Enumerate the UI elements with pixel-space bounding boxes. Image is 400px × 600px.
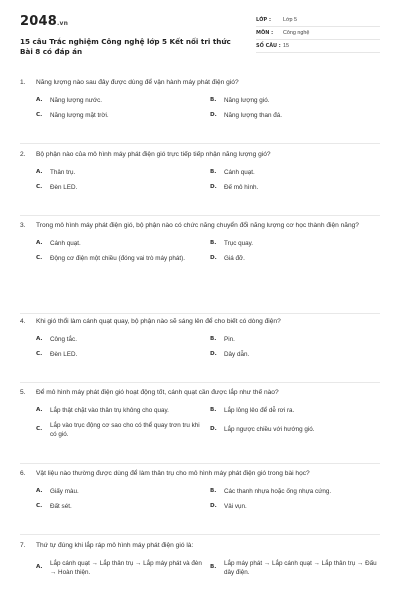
option-b[interactable] — [210, 165, 380, 180]
option-letter: A. — [36, 564, 43, 570]
option-letter: A. — [36, 96, 43, 103]
question-text: Bộ phận nào của mô hình máy phát điện gió trực tiếp tiếp nhận năng lượng gió? — [36, 151, 271, 158]
option-c[interactable] — [36, 347, 206, 362]
option-b[interactable] — [210, 484, 380, 499]
option-letter: B. — [210, 96, 217, 103]
option-text: Cánh quạt. — [50, 239, 81, 247]
option-letter: B. — [210, 168, 217, 175]
option-d[interactable] — [210, 108, 380, 123]
option-grid — [36, 165, 380, 195]
option-text: Lắp lỏng lẻo để dễ rơi ra. — [224, 406, 295, 414]
option-letter: A. — [36, 487, 43, 494]
option-text: Pin. — [224, 335, 235, 343]
option-c[interactable] — [36, 418, 206, 442]
question-number: 5. — [20, 389, 26, 396]
question-text: Trong mô hình máy phát điện gió, bộ phận nào có chức năng chuyển đổi năng lượng cơ học thành điện năng? — [36, 222, 359, 229]
question-header — [20, 150, 380, 161]
question-item — [20, 150, 380, 216]
option-text: Dây dẫn. — [224, 350, 250, 358]
option-b[interactable] — [210, 236, 380, 251]
option-grid — [36, 556, 380, 580]
meta-row-subject — [256, 27, 380, 40]
option-text: Giá đỡ. — [224, 254, 245, 262]
meta-row-grade — [256, 14, 380, 27]
option-text: Lắp máy phát → Lắp cánh quạt → Lắp thân trụ → Đấu dây điện. — [224, 559, 377, 576]
question-item — [20, 78, 380, 144]
option-text: Thân trụ. — [50, 168, 76, 176]
question-item — [20, 388, 380, 464]
option-grid — [36, 403, 380, 442]
option-text: Năng lượng than đá. — [224, 111, 283, 119]
question-header — [20, 388, 380, 399]
meta-key: MÔN : — [256, 30, 274, 36]
option-text: Đèn LED. — [50, 183, 78, 191]
question-header — [20, 78, 380, 89]
option-d[interactable] — [210, 418, 380, 442]
meta-value: Công nghệ — [283, 30, 310, 36]
question-header — [20, 469, 380, 480]
option-text: Vải vụn. — [224, 502, 247, 510]
question-number: 3. — [20, 222, 26, 229]
option-text: Lắp ngược chiều với hướng gió. — [224, 426, 315, 433]
option-text: Công tắc. — [50, 335, 77, 343]
document-title: 15 câu Trắc nghiệm Công nghệ lớp 5 Kết nối tri thức Bài 8 có đáp án — [20, 37, 231, 56]
option-letter: D. — [210, 183, 217, 190]
option-d[interactable] — [210, 180, 380, 195]
meta-key: SỐ CÂU : — [256, 43, 281, 49]
option-d[interactable] — [210, 251, 380, 266]
question-header — [20, 317, 380, 328]
question-text: Vật liệu nào thường được dùng để làm thân trụ cho mô hình máy phát điện gió trong bài học? — [36, 470, 310, 477]
meta-row-count — [256, 40, 380, 53]
option-a[interactable] — [36, 93, 206, 108]
question-item — [20, 541, 380, 600]
option-grid — [36, 236, 380, 266]
option-text: Lắp cánh quạt → Lắp thân trụ → Lắp máy phát và đèn → Hoàn thiện. — [50, 559, 202, 576]
option-letter: C. — [36, 183, 43, 190]
option-d[interactable] — [210, 347, 380, 362]
option-text: Các thanh nhựa hoặc ống nhựa cứng. — [224, 487, 332, 495]
option-letter: A. — [36, 406, 43, 413]
option-text: Đất sét. — [50, 502, 72, 510]
question-header — [20, 541, 380, 552]
option-a[interactable] — [36, 403, 206, 418]
question-text: Năng lượng nào sau đây được dùng để vận hành máy phát điện gió? — [36, 79, 239, 86]
option-b[interactable] — [210, 403, 380, 418]
option-text: Năng lượng nước. — [50, 96, 103, 104]
logo-suffix: .vn — [56, 20, 69, 27]
option-text: Đế mô hình. — [224, 183, 259, 191]
option-letter: B. — [210, 406, 217, 413]
logo-main: 2048 — [20, 14, 57, 29]
question-number: 6. — [20, 470, 26, 477]
option-a[interactable] — [36, 484, 206, 499]
option-d[interactable] — [210, 499, 380, 514]
question-item — [20, 469, 380, 535]
option-letter: B. — [210, 564, 217, 570]
meta-info — [256, 14, 380, 70]
option-letter: C. — [36, 502, 43, 509]
option-text: Giấy màu. — [50, 487, 79, 495]
option-grid — [36, 332, 380, 362]
option-letter: C. — [36, 350, 43, 357]
header — [20, 8, 380, 70]
option-letter: B. — [210, 335, 217, 342]
question-number: 7. — [20, 542, 26, 549]
option-letter: D. — [210, 111, 217, 118]
option-text: Cánh quạt. — [224, 168, 255, 176]
option-c[interactable] — [36, 180, 206, 195]
meta-value: 15 — [283, 43, 289, 49]
header-left — [20, 8, 250, 70]
option-letter: C. — [36, 111, 43, 118]
question-number: 4. — [20, 318, 26, 325]
option-letter: D. — [210, 254, 217, 261]
question-number: 1. — [20, 79, 26, 86]
option-letter: D. — [210, 502, 217, 509]
option-c[interactable] — [36, 108, 206, 123]
option-b[interactable] — [210, 332, 380, 347]
option-letter: B. — [210, 487, 217, 494]
question-number: 2. — [20, 151, 26, 158]
option-letter: A. — [36, 168, 43, 175]
option-c[interactable] — [36, 251, 206, 266]
option-text: Lắp thật chặt vào thân trụ không cho quay. — [50, 406, 169, 414]
option-text: Đèn LED. — [50, 350, 78, 358]
option-text: Lắp vào trục động cơ sao cho có thể quay trơn tru khi có gió. — [50, 421, 200, 438]
option-letter: A. — [36, 239, 43, 246]
option-letter: C. — [36, 426, 43, 432]
question-text: Khi gió thổi làm cánh quạt quay, bộ phận nào sẽ sáng lên để cho biết có dòng điện? — [36, 318, 281, 325]
option-a[interactable] — [36, 556, 206, 580]
option-a[interactable] — [36, 236, 206, 251]
option-b[interactable] — [210, 93, 380, 108]
question-item — [20, 221, 380, 314]
option-grid — [36, 484, 380, 514]
option-text: Năng lượng gió. — [224, 96, 270, 104]
option-letter: D. — [210, 350, 217, 357]
option-letter: B. — [210, 239, 217, 246]
option-text: Trục quay. — [224, 239, 254, 247]
option-c[interactable] — [36, 499, 206, 514]
option-letter: C. — [36, 254, 43, 261]
option-a[interactable] — [36, 332, 206, 347]
site-logo[interactable] — [20, 14, 250, 29]
option-a[interactable] — [36, 165, 206, 180]
option-grid — [36, 93, 380, 123]
question-text: Thứ tự đúng khi lắp ráp mô hình máy phát điện gió là: — [36, 542, 194, 549]
option-text: Động cơ điện một chiều (đóng vai trò máy phát). — [50, 254, 186, 262]
question-header — [20, 221, 380, 232]
meta-value: Lớp 5 — [283, 17, 298, 23]
option-text: Năng lượng mặt trời. — [50, 111, 109, 119]
option-letter: D. — [210, 426, 217, 432]
question-text: Để mô hình máy phát điện gió hoạt động tốt, cánh quạt cần được lắp như thế nào? — [36, 389, 279, 396]
option-b[interactable] — [210, 556, 380, 580]
question-item — [20, 317, 380, 383]
option-letter: A. — [36, 335, 43, 342]
meta-key: LỚP : — [256, 17, 271, 23]
